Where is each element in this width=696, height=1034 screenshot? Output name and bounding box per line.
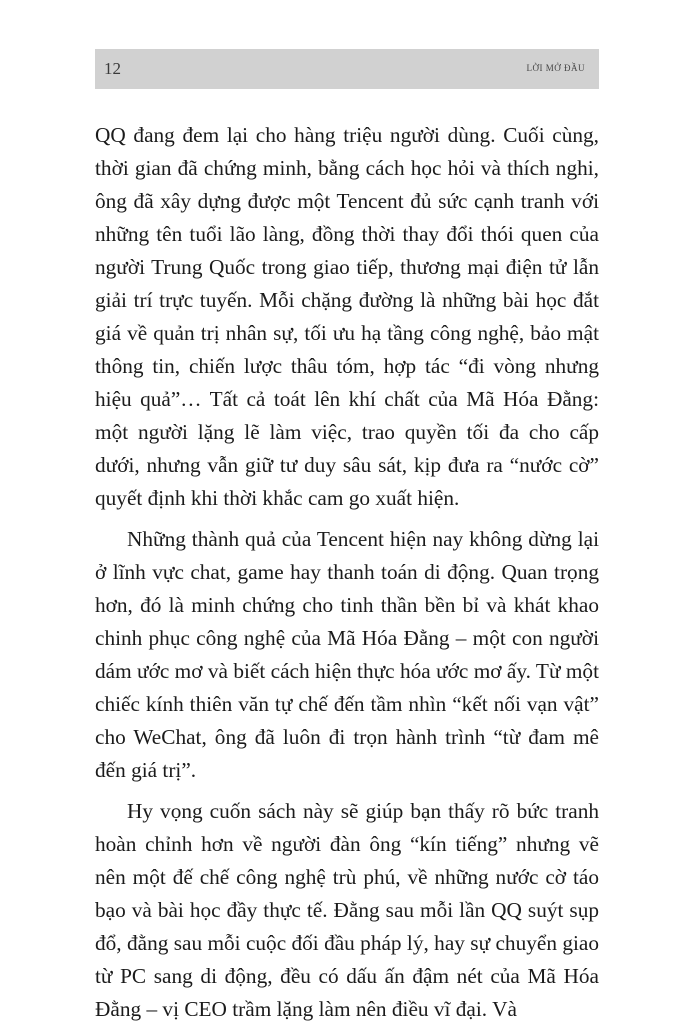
paragraph: Những thành quả của Tencent hiện nay không dừng lại ở lĩnh vực chat, game hay thanh toán di động. Quan trọng hơn, đó là minh chứng cho tinh thần bền bỉ và khát khao chinh phục công nghệ của Mã Hóa Đằng – một con người dám ước mơ và biết cách hiện thực hóa ước mơ ấy. Từ một chiếc kính thiên văn tự chế đến tầm nhìn “kết nối vạn vật” cho WeChat, ông đã luôn đi trọn hành trình “từ đam mê đến giá trị”. bbox=[95, 527, 599, 782]
page-number: 12 bbox=[104, 59, 121, 78]
running-head: LỜI MỞ ĐẦU bbox=[526, 63, 585, 73]
paragraph: QQ đang đem lại cho hàng triệu người dùng. Cuối cùng, thời gian đã chứng minh, bằng cách học hỏi và thích nghi, ông đã xây dựng được một Tencent đủ sức cạnh tranh với những tên tuổi lão làng, đồng thời thay đổi thói quen của người Trung Quốc trong giao tiếp, thương mại điện tử lẫn giải trí trực tuyến. Mỗi chặng đường là những bài học đắt giá về quản trị nhân sự, tối ưu hạ tầng công nghệ, bảo mật thông tin, chiến lược thâu tóm, hợp tác “đi vòng nhưng hiệu quả”… Tất cả toát lên khí chất của Mã Hóa Đằng: một người lặng lẽ làm việc, trao quyền tối đa cho cấp dưới, nhưng vẫn giữ tư duy sâu sát, kịp đưa ra “nước cờ” quyết định khi thời khắc cam go xuất hiện. bbox=[95, 123, 599, 510]
paragraph: Hy vọng cuốn sách này sẽ giúp bạn thấy rõ bức tranh hoàn chỉnh hơn về người đàn ông “kín tiếng” nhưng vẽ nên một đế chế công nghệ trù phú, về những nước cờ táo bạo và bài học đầy thực tế. Đằng sau mỗi lần QQ suýt sụp đổ, đằng sau mỗi cuộc đối đầu pháp lý, hay sự chuyển giao từ PC sang di động, đều có dấu ấn đậm nét của Mã Hóa Đằng – vị CEO trầm lặng làm nên điều vĩ đại. Và bbox=[95, 799, 599, 1021]
body-text bbox=[95, 119, 599, 1034]
page-header bbox=[95, 49, 599, 89]
